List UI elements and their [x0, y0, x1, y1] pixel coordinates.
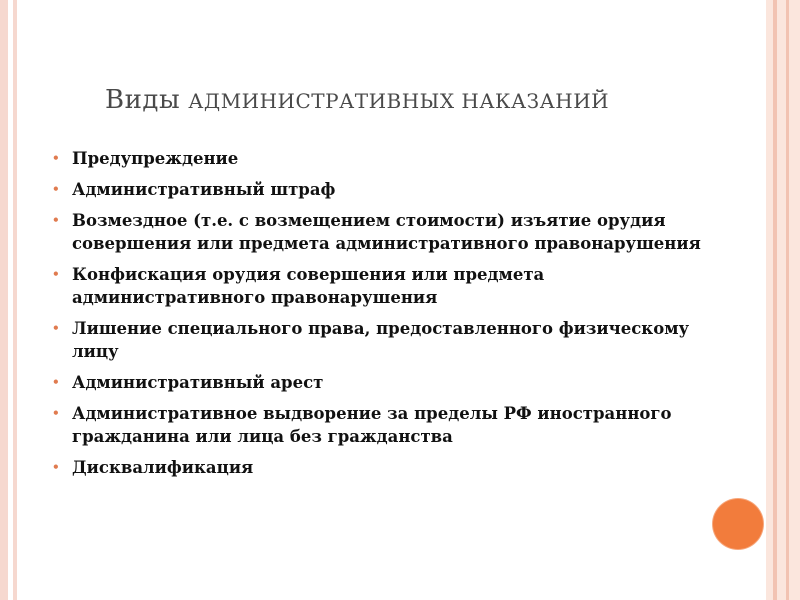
list-item-text: Лишение специального права, предоставленного физическому лицу	[72, 319, 690, 361]
bullet-icon: •	[52, 213, 60, 227]
left-border-line	[13, 0, 17, 600]
right-border-band	[766, 0, 800, 600]
list-item-text: Предупреждение	[72, 149, 239, 168]
right-border-line	[786, 0, 789, 600]
bullet-icon: •	[52, 267, 60, 281]
right-border-line	[773, 0, 777, 600]
list-item	[48, 402, 708, 448]
punishment-list	[48, 147, 708, 487]
list-item-text: Конфискация орудия совершения или предмета административного правонарушения	[72, 265, 545, 307]
bullet-icon: •	[52, 321, 60, 335]
slide-title	[105, 85, 725, 115]
list-item	[48, 147, 708, 170]
slide-title-first-word: Виды	[105, 85, 181, 115]
list-item-text: Возмездное (т.е. с возмещением стоимости) изъятие орудия совершения или предмета административного правонарушения	[72, 211, 701, 253]
bullet-icon: •	[52, 182, 60, 196]
list-item	[48, 317, 708, 363]
list-item	[48, 456, 708, 479]
list-item	[48, 371, 708, 394]
orange-circle-icon	[713, 499, 763, 549]
bullet-icon: •	[52, 460, 60, 474]
left-border-band	[0, 0, 8, 600]
list-item	[48, 209, 708, 255]
list-item-text: Административное выдворение за пределы РФ иностранного гражданина или лица без гражданства	[72, 404, 672, 446]
list-item-text: Административный арест	[72, 373, 324, 392]
slide-title-rest: АДМИНИСТРАТИВНЫХ НАКАЗАНИЙ	[188, 89, 610, 113]
bullet-icon: •	[52, 406, 60, 420]
bullet-icon: •	[52, 375, 60, 389]
bullet-icon: •	[52, 151, 60, 165]
list-item-text: Административный штраф	[72, 180, 336, 199]
list-item	[48, 263, 708, 309]
list-item	[48, 178, 708, 201]
list-item-text: Дисквалификация	[72, 458, 254, 477]
